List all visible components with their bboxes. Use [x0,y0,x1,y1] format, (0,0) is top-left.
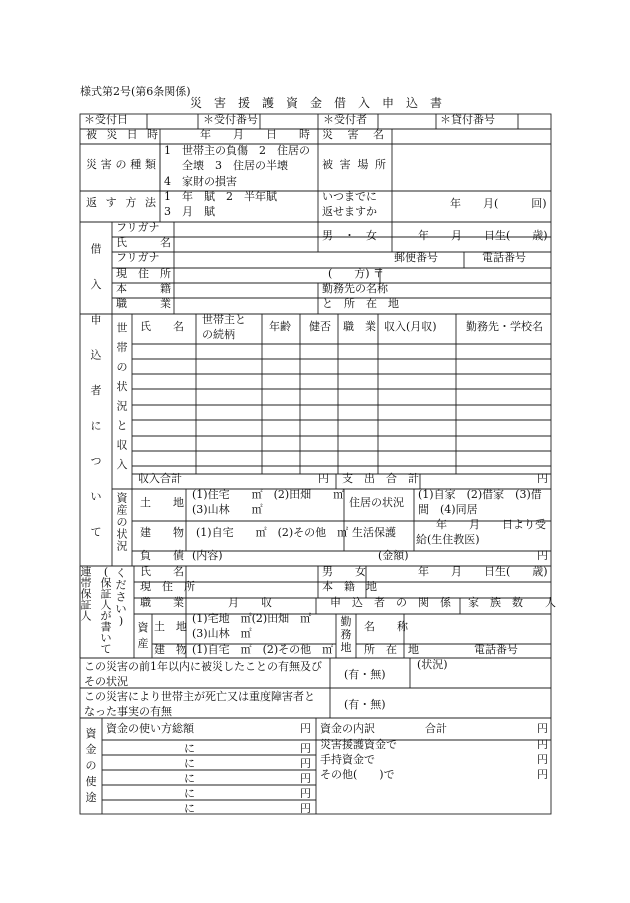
reception-person-label: ＊受付者 [323,113,367,126]
asset-building-label: 建 物 [140,526,184,539]
guarantor-land-option1: (1)宅地 ㎡(2)田畑 ㎡ [192,612,312,625]
funds-relief-label: 災害援護資金で [320,738,397,751]
funds-usage-yen: 円 [300,772,311,785]
question2-answer: (有・無) [344,698,386,711]
total-income-label: 収入合計 [138,472,182,485]
funds-own-yen: 円 [537,753,548,766]
vertical-label-char: 産 [116,503,128,517]
household-header-relation2: の続柄 [202,328,235,341]
vertical-label-char: 借 [90,242,102,256]
guarantor-section-label [81,565,92,623]
loan-number-label: ＊貸付番号 [440,113,495,126]
vertical-label-char: 者 [90,384,102,398]
form-number: 様式第2号(第6条関係) [80,85,191,98]
vertical-label-char: 入 [90,278,102,292]
vertical-label-char: ) [118,614,124,628]
guarantor-name-label: 氏 名 [140,565,184,578]
guarantor-land-option2: (3)山林 ㎡ [192,627,252,640]
question1-line1: この災害の前1年以内に被災したことの有無及び [84,660,322,673]
vertical-label-char: と [116,419,128,433]
repayment-option1: 1 年 賦 2 半年賦 [164,190,277,203]
guarantor-land-label: 土 地 [154,620,187,633]
domicile-label: 本 籍 [116,282,171,295]
vertical-label-char: て [100,642,112,656]
gender-label: 男 ・ 女 [322,229,377,242]
guarantor-work-place-label: 所 在 地 [364,643,419,656]
vertical-label-char: 申 [90,313,102,327]
asset-land-label: 土 地 [140,496,184,509]
address-label: 現 住 所 [116,267,171,280]
vertical-label-char: 勤 [340,615,352,629]
total-expense-yen: 円 [537,472,548,485]
vertical-label-char: 帯 [80,576,92,590]
name-label: 氏 名 [116,236,171,249]
furigana2-label: フリガナ [116,251,160,264]
vertical-label-char: 金 [85,743,97,757]
household-header-age: 年齢 [269,320,291,333]
guarantor-relation-label: 申 込 者 の 関 係 [330,596,451,609]
funds-other-yen: 円 [537,768,548,781]
guarantor-work-phone-label: 電話番号 [474,643,518,656]
address-suffix: ( 方) [328,267,370,280]
vertical-label-char: い [90,490,102,504]
question2-line1: この災害により世帯主が死亡又は重度障害者と [84,690,315,703]
vertical-label-char: さ [115,590,127,604]
vertical-label-char: 状 [116,380,128,394]
household-section-label [117,321,128,472]
household-header-job: 職 業 [343,320,376,333]
vertical-label-char: の [85,759,97,773]
vertical-label-char: が [100,609,112,623]
vertical-label-char: 保 [100,576,112,590]
disaster-type-option2: 全壊 3 住居の半壊 [182,159,288,172]
funds-other-label: その他( )で [320,768,395,781]
vertical-label-char: 保 [80,587,92,601]
vertical-label-char: だ [115,578,127,592]
vertical-label-char: 書 [100,620,112,634]
repayment-option2: 3 月 賦 [164,205,215,218]
work-place-label: と 所 在 地 [322,297,399,310]
funds-usage-item: に [184,742,195,755]
vertical-label-char: 況 [116,539,128,553]
guarantor-address-label: 現 住 所 [140,580,195,593]
vertical-label-char: て [90,525,102,539]
guarantor-birth-label: 年 月 日生( 歳) [418,565,548,578]
funds-usage-item: に [184,802,195,815]
furigana-label: フリガナ [116,221,160,234]
vertical-label-char: に [90,419,102,433]
funds-sum-label: 合計 [425,722,447,735]
funds-usage-yen: 円 [300,802,311,815]
vertical-label-char: 使 [85,775,97,789]
repayment-until-label1: いつまでに [322,190,377,203]
welfare-option2: 給(生住教医) [416,533,480,546]
disaster-type-label: 災害の種類 [86,158,156,171]
vertical-label-char: ( [103,565,109,579]
funds-total-label: 資金の使い方総額 [106,722,194,735]
welfare-option1: 年 月 日より受 [436,518,546,531]
assets-section-label [117,490,129,552]
postal-mark: 〒 [373,267,384,280]
postal-code-label: 郵便番号 [394,251,438,264]
guarantor-income-label: 月 収 [228,596,272,609]
repayment-until-value: 年 月( 回) [450,197,547,210]
vertical-label-char: 証 [80,598,92,612]
guarantor-work-name-label: 名 称 [364,620,408,633]
vertical-label-char: 状 [116,527,128,541]
debt-label: 負 債 [140,549,184,562]
disaster-date-label: 被災日時 [86,128,158,141]
funds-usage-item: に [184,757,195,770]
asset-land-option1: (1)住宅 ㎡ (2)田畑 ㎡ [192,488,345,501]
guarantor-asset-label [138,620,150,650]
funds-usage-item: に [184,787,195,800]
guarantor-occupation-label: 職 業 [140,596,184,609]
guarantor-building-label: 建 物 [154,643,187,656]
vertical-label-char: 連 [80,565,92,579]
disaster-type-option1: 1 世帯主の負傷 2 住居の [164,144,310,157]
vertical-label-char: 産 [137,637,149,651]
vertical-label-char: 資 [137,621,149,635]
funds-total-yen: 円 [300,722,311,735]
household-header-health: 健否 [309,320,331,333]
damage-place-label: 被害場所 [322,158,386,171]
vertical-label-char: 入 [116,458,128,472]
disaster-type-option3: 4 家財の損害 [164,175,237,188]
housing-status-option2: 間 (4)同居 [418,503,478,516]
form-title: 災 害 援 護 資 金 借 入 申 込 書 [189,96,443,110]
funds-section-label [86,726,98,804]
funds-usage-yen: 円 [300,757,311,770]
vertical-label-char: 務 [340,628,352,642]
occupation-label: 職 業 [116,297,171,310]
vertical-label-char: 人 [100,598,112,612]
vertical-label-char: 証 [100,587,112,601]
funds-sum-yen: 円 [537,722,548,735]
repayment-method-label: 返す方法 [86,196,156,209]
vertical-label-char: く [115,566,127,580]
guarantor-building-option: (1)自宅 ㎡ (2)その他 ㎡ [192,643,334,656]
funds-usage-yen: 円 [300,787,311,800]
total-expense-label: 支 出 合 計 [342,472,419,485]
debt-amount: (金額) [378,549,409,562]
debt-yen: 円 [537,549,548,562]
housing-status-option1: (1)自家 (2)借家 (3)借 [418,488,542,501]
phone-label: 電話番号 [482,251,526,264]
vertical-label-char: の [116,360,128,374]
funds-relief-yen: 円 [537,738,548,751]
vertical-label-char: の [116,515,128,529]
applicant-section-label [91,242,102,539]
vertical-label-char: つ [90,454,102,468]
welfare-label: 生活保護 [352,526,396,539]
total-income-yen: 円 [318,472,329,485]
birth-label: 年 月 日生( 歳) [418,229,548,242]
guarantor-gender-label: 男 女 [322,565,366,578]
housing-status-label: 住居の状況 [349,496,404,509]
work-name-label: 勤務先の名称 [322,282,388,295]
reception-number-label: ＊受付番号 [203,113,258,126]
guarantor-note [101,566,127,656]
vertical-label-char: い [100,631,112,645]
asset-building-option: (1)自宅 ㎡ (2)その他 ㎡ [196,526,349,539]
vertical-label-char: 資 [116,491,128,505]
vertical-label-char: 込 [90,348,102,362]
disaster-date-value: 年 月 日 時 [200,128,310,141]
funds-usage-yen: 円 [300,742,311,755]
guarantor-domicile-label: 本 籍 地 [322,580,377,593]
vertical-label-char: 地 [340,641,352,655]
question1-status: (状況) [417,658,448,671]
vertical-label-char: い [115,602,127,616]
reception-date-label: ＊受付日 [84,113,128,126]
vertical-label-char: 資 [85,727,97,741]
vertical-label-char: 況 [116,399,128,413]
question1-answer: (有・無) [344,668,386,681]
household-header-income: 収入(月収) [384,320,437,333]
debt-detail: (内容) [192,549,223,562]
question1-line2: その状況 [84,675,128,688]
household-header-name: 氏 名 [140,320,184,333]
vertical-label-char: 人 [80,609,92,623]
vertical-label-char: 帯 [116,341,128,355]
funds-breakdown-label: 資金の内訳 [320,722,375,735]
guarantor-work-label [341,614,352,654]
household-header-workplace: 勤務先・学校名 [466,320,543,333]
vertical-label-char: 世 [116,321,128,335]
vertical-label-char: 途 [85,791,97,805]
vertical-label-char: 収 [116,438,128,452]
guarantor-family-label: 家 族 数 人 [468,596,556,609]
disaster-name-label: 災害名 [322,128,384,141]
repayment-until-label2: 返せますか [322,205,377,218]
question2-line2: なった事実の有無 [84,705,172,718]
asset-land-option2: (3)山林 ㎡ [192,503,263,516]
funds-own-label: 手持資金で [320,753,375,766]
funds-usage-rows [184,742,311,815]
household-header-relation1: 世帯主と [202,313,246,326]
funds-usage-item: に [184,772,195,785]
